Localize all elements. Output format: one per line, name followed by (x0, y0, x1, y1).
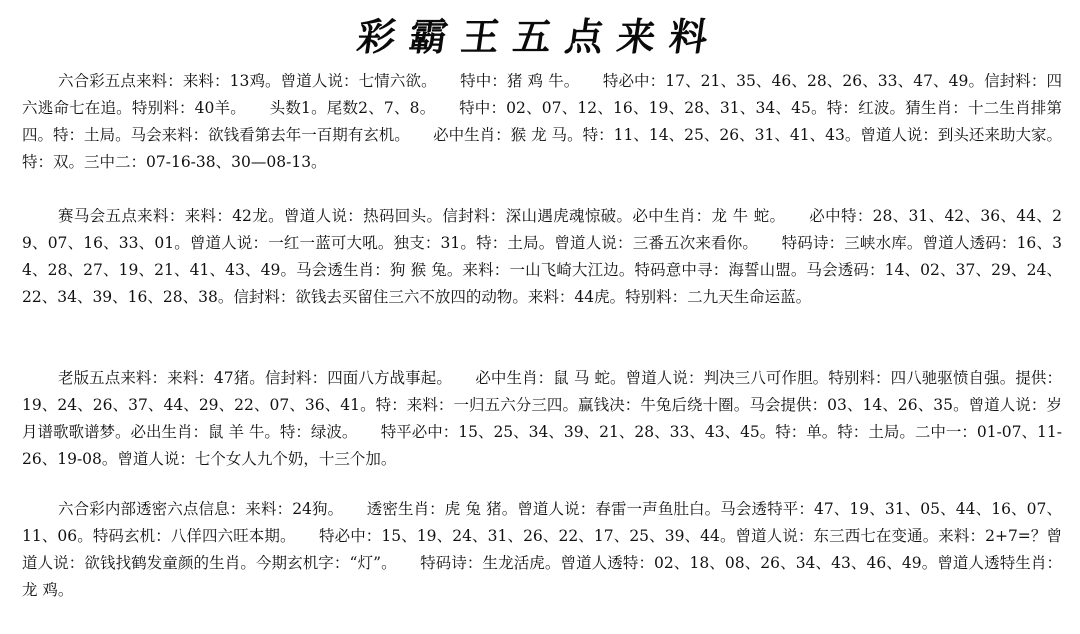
page-title: 彩霸王五点来料 (354, 14, 725, 59)
section-paragraph: 六合彩五点来料：来料：13鸡。曾道人说：七情六欲。 特中：猪 鸡 牛。 特必中：17、21、35、46、28、26、33、47、49。信封料：四六逃命七在追。特别料：40羊。 头数1。尾数2、7、8。 特中：02、07、12、16、19、28、31、34、45。特：红波。猜生肖：十二生肖排第四。特：土局。马会来料：欲钱看第去年一百期有玄机。 必中生肖：猴 龙 马。特：11、14、25、26、31、41、43。曾道人说：到头还来助大家。特：双。三中二：07-16-38、30—08-13。 (22, 72, 1062, 171)
section-laoban-five-point (22, 365, 1062, 473)
section-internal-six-point (22, 496, 1062, 604)
section-paragraph: 赛马会五点来料：来料：42龙。曾道人说：热码回头。信封料：深山遇虎魂惊破。必中生肖：龙 牛 蛇。 必中特：28、31、42、36、44、29、07、16、33、01。曾道人说：一红一蓝可大吼。独支：31。特：土局。曾道人说：三番五次来看你。 特码诗：三峡水库。曾道人透码：16、34、28、27、19、21、41、43、49。马会透生肖：狗 猴 兔。来料：一山飞崎大江边。特码意中寻：海誓山盟。马会透码：14、02、37、29、24、22、34、39、16、28、38。信封料：欲钱去买留住三六不放四的动物。来料：44虎。特别料：二九天生命运蓝。 (22, 207, 1062, 306)
section-saimahui-five-point (22, 203, 1062, 311)
section-liuhecai-five-point (22, 68, 1062, 176)
section-paragraph: 六合彩内部透密六点信息：来料：24狗。 透密生肖：虎 兔 猪。曾道人说：春雷一声鱼肚白。马会透特平：47、19、31、05、44、16、07、11、06。特码玄机：八佯四六旺本期。 特必中：15、19、24、31、26、22、17、25、39、44。曾道人说：东三西七在变通。来料：2+7=？曾道人说：欲钱找鹤发童颜的生肖。今期玄机字：“灯”。 特码诗：生龙活虎。曾道人透特：02、18、08、26、34、43、46、49。曾道人透特生肖：龙 鸡。 (22, 500, 1062, 599)
section-paragraph: 老版五点来料：来料：47猪。信封料：四面八方战事起。 必中生肖：鼠 马 蛇。曾道人说：判决三八可作胆。特别料：四八驰驱愤自强。提供：19、24、26、37、44、29、22、07、36、41。特：来料：一归五六分三四。赢钱决：牛兔后绕十圈。马会提供：03、14、26、35。曾道人说：岁月谱歌歌谱梦。必出生肖：鼠 羊 牛。特：绿波。 特平必中：15、25、34、39、21、28、33、43、45。特：单。特：土局。二中一：01-07、11-26、19-08。曾道人说：七个女人九个奶，十三个加。 (22, 369, 1062, 468)
